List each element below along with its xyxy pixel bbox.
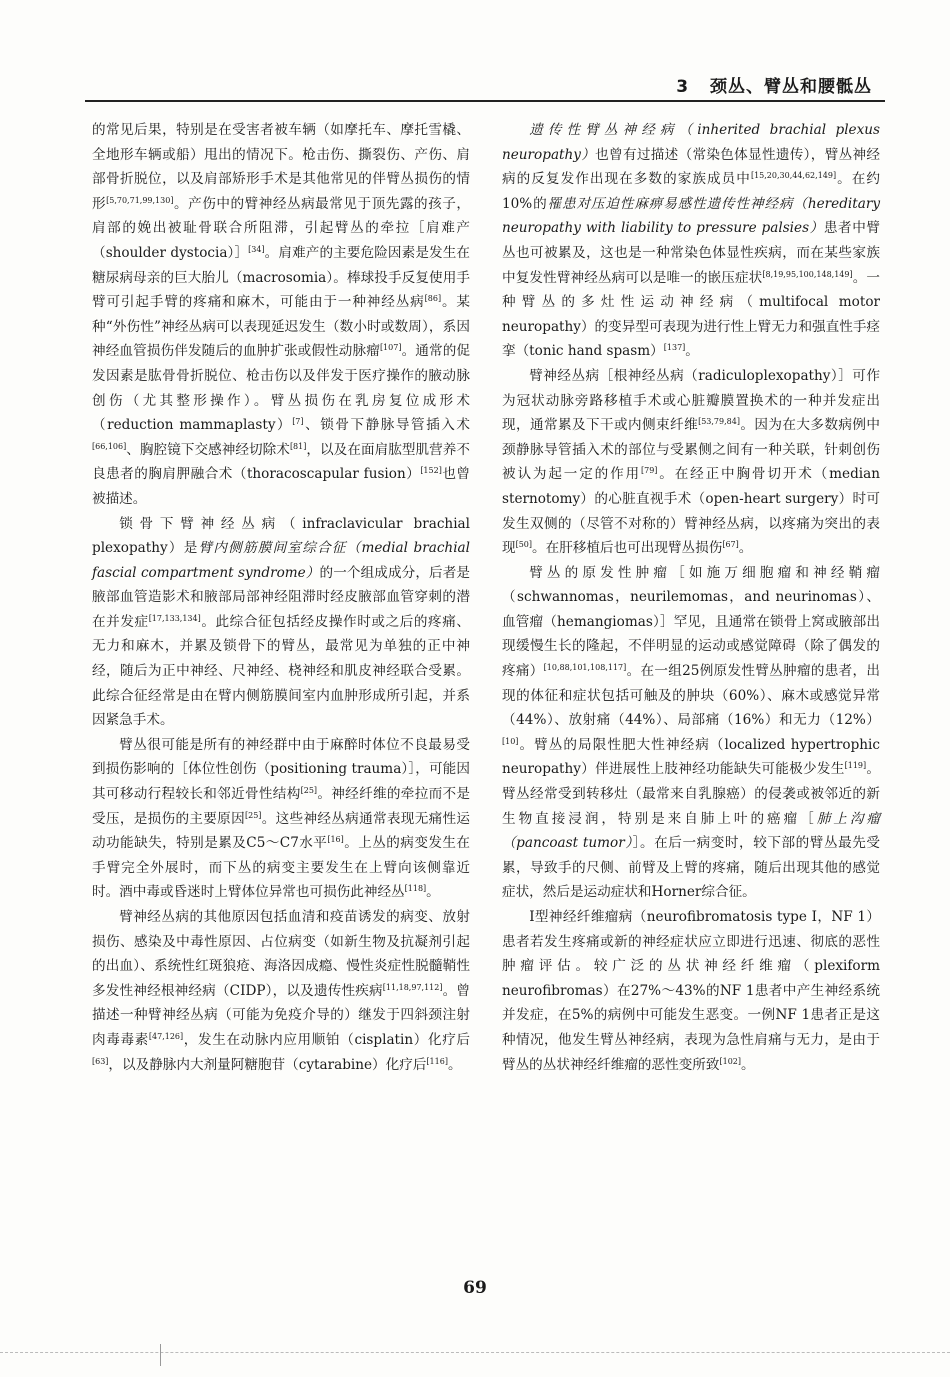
text-run: 。曾描述一种臂神经丛病（可能为免疫介导的）继发于四斜颈注射肉毒毒素 [92,982,471,1048]
text-run: 。这些神经丛病通常表现无痛性运动功能缺失，特别是累及C5～C7水平 [92,810,471,852]
chapter-title: 颈丛、臂丛和腰骶丛 [710,77,872,97]
text-run: ，发生在动脉内应用顺铂（cisplatin）化疗后 [183,1031,471,1048]
right-column [502,118,880,1077]
paragraph-p1 [92,118,470,512]
citation-ref: [15,20,30,44,62,149] [750,171,837,181]
chapter-number: 3 [676,77,690,97]
paragraph-p7 [502,561,880,905]
text-run: 。一种臂丛的多灶性运动神经病（multifocal motor neuropathy）的变异型可表现为进行性上臂无力和强直性手痉挛（tonic hand spasm） [502,269,881,360]
text-run: 也曾被描述。 [92,466,471,507]
text-run: 。 [738,540,753,557]
text-run: ，以及在面肩肱型肌营养不良患者的胸肩胛融合术（thoracoscapular fusion） [92,441,471,483]
left-column [92,118,470,1077]
citation-ref: [11,18,97,112] [382,982,443,992]
paragraph-p5 [502,118,880,364]
citation-ref: [5,70,71,99,130] [106,195,174,205]
text-run: 、胸腔镜下交感神经切除术 [126,441,290,458]
text-run: 。某种“外伤性”神经丛病可以表现延迟发生（数小时或数周），系因神经血管损伤伴发随后的血肿扩张或假性动脉瘤 [92,294,471,360]
text-run: 也曾有过描述（常染色体显性遗传），臂丛神经病的反复发作出现在多数的家族成员中 [502,146,880,188]
citation-ref: [25] [300,786,318,796]
citation-ref: [47,126] [148,1031,184,1041]
italic-term: 肺上沟瘤（pancoast tumor） [502,810,881,852]
text-run: 。通常的促发因素是肱骨骨折脱位、枪击伤以及伴发于医疗操作的腋动脉创伤（尤其整形操作）。臂丛损伤在乳房复位成形术（reduction mammaplasty） [92,343,471,434]
text-run: 。因为在大多数病例中颈静脉导管插入术的部位与受累侧之间有一种关联，针刺创伤被认为起一定的作用 [502,417,881,483]
citation-ref: [102] [719,1056,742,1066]
citation-ref: [34] [248,244,265,254]
citation-ref: [67] [722,540,739,550]
citation-ref: [16] [327,835,344,845]
citation-ref: [116] [426,1056,448,1066]
text-run: 。 [447,1056,462,1073]
citation-ref: [10] [502,736,519,746]
italic-term: 臂内侧筋膜间室综合征（medial brachial fascial compartment syndrome） [92,540,470,581]
paragraph-p8 [502,905,880,1077]
citation-ref: [137] [663,343,686,353]
text-run: ，以及静脉内大剂量阿糖胞苷（cytarabine）化疗后 [108,1056,427,1073]
running-header [676,72,872,97]
paragraph-p6 [502,364,880,561]
citation-ref: [66,106] [92,441,127,451]
text-run: 。在一组25例原发性臂丛肿瘤的患者，出现的体征和症状包括可触及的肿块（60%）、麻木或感觉异常（44%）、放射痛（44%）、局部痛（16%）和无力（12%） [502,663,880,729]
citation-ref: [25] [244,810,262,820]
text-run: 臂神经丛病的其他原因包括血清和疫苗诱发的病变、放射损伤、感染及中毒性原因、占位病变（如新生物及抗凝剂引起的出血）、系统性红斑狼疮、海洛因成瘾、慢性炎症性脱髓鞘性多发性神经根神经病（CIDP），以及遗传性疾病 [92,909,470,999]
paragraph-p3 [92,733,470,905]
text-run: 。 [685,343,699,360]
citation-ref: [17,133,134] [148,613,201,623]
text-run: 。肩难产的主要危险因素是发生在糖尿病母亲的巨大胎儿（macrosomia）。棒球投手反复使用手臂可引起手臂的疼痛和麻木，可能由于一种神经丛病 [92,244,471,311]
citation-ref: [50] [515,540,533,550]
text-run: 。臂丛经常受到转移灶（最常来自乳腺癌）的侵袭或被邻近的新生物直接浸润，特别是来自肺上叶的癌瘤［ [502,761,880,827]
text-run: 臂丛的原发性肿瘤［如施万细胞瘤和神经鞘瘤（schwannomas，neurilemomas，and neurinomas）、血管瘤（hemangiomas）］罕见，且通常在锁骨上窝或腋部出现缓慢生长的隆起，不伴明显的运动或感觉障碍（除了偶发的疼痛） [502,564,880,680]
citation-ref: [152] [420,466,442,476]
citation-ref: [63] [92,1056,109,1066]
citation-ref: [118] [404,884,427,894]
text-run: 。 [426,884,440,901]
text-run: 。此综合征包括经皮操作时或之后的疼痛、无力和麻木，并累及锁骨下的臂丛，最常见为单独的正中神经，随后为正中神经、尺神经、桡神经和肌皮神经联合受累。此综合征经常是由在臂内侧筋膜间室内血肿形成所引起，并系因紧急手术。 [92,613,470,729]
text-run: 锁骨下臂神经丛病（infraclavicular brachial plexopathy）是 [92,515,470,557]
text-run: 。 [741,1056,755,1073]
text-run: 。产伤中的臂神经丛病最常见于顶先露的孩子，肩部的娩出被耻骨联合所阻滞，引起臂丛的牵拉［肩难产（shoulder dystocia）］ [92,195,471,261]
citation-ref: [107] [379,343,402,353]
paragraph-p4 [92,905,470,1077]
text-run: 臂神经丛病［根神经丛病（radiculoplexopathy）］可作为冠状动脉旁路移植手术或心脏瓣膜置换术的一种并发症出现，通常累及下干或内侧束纤维 [502,367,880,434]
text-run: 患者中臂丛也可被累及，这也是一种常染色体显性疾病，而在某些家族中复发性臂神经丛病可以是唯一的嵌压症状 [502,220,881,286]
text-run: 臂丛很可能是所有的神经群中由于麻醉时体位不良最易受到损伤影响的［体位性创伤（positioning trauma）］，可能因其可移动行程较长和邻近骨性结构 [92,736,470,803]
citation-ref: [10,88,101,108,117] [543,663,627,673]
italic-term: 遗传性臂丛神经病（inherited brachial plexus neuropathy） [502,122,880,163]
citation-ref: [8,19,95,100,148,149] [762,269,853,279]
scan-edge-line [0,1352,950,1353]
paragraph-p2 [92,512,470,733]
text-run: 、锁骨下静脉导管插入术 [303,417,470,434]
italic-term: 罹患对压迫性麻痹易感性遗传性神经病（hereditary neuropathy with liability to pressure palsies） [502,195,880,237]
scan-edge-tick [160,1344,161,1366]
text-run: Ⅰ型神经纤维瘤病（neurofibromatosis type Ⅰ，NF 1）患者若发生疼痛或新的神经症状应立即进行迅速、彻底的恶性肿瘤评估。较广泛的丛状神经纤维瘤（plexiform neurofibromas）在27%～43%的NF 1患者中产生神经系统并发症，在5%的病例中可能发生恶变。一例NF 1患者正是这种情况，他发生臂丛神经病，表现为急性肩痛与无力，是由于臂丛的丛状神经纤维瘤的恶性变所致 [502,909,880,1073]
citation-ref: [7] [292,417,304,427]
citation-ref: [53,79,84] [698,417,740,427]
text-run: ］。在后一病变时，较下部的臂丛最先受累，导致手的尺侧、前臂及上臂的疼痛，随后出现其他的感觉症状，然后是运动症状和Horner综合征。 [502,835,881,901]
page-number: 69 [463,1278,487,1298]
text-run: 。上丛的病变发生在手臂完全外展时，而下丛的病变主要发生在上臂向该侧靠近时。酒中毒或昏迷时上臂体位异常也可损伤此神经丛 [92,835,471,901]
citation-ref: [119] [844,761,867,771]
header-rule [85,100,885,102]
text-run: 。在经正中胸骨切开术（median sternotomy）的心脏直视手术（open-heart surgery）时可发生双侧的（尽管不对称的）臂神经丛病，以疼痛为突出的表现 [502,466,881,557]
text-run: 。神经纤维的牵拉而不是受压，是损伤的主要原因 [92,786,471,827]
citation-ref: [86] [424,294,442,304]
text-run: 。臂丛的局限性肥大性神经病（localized hypertrophic neuropathy）伴进展性上肢神经功能缺失可能极少发生 [502,736,880,778]
citation-ref: [81] [289,441,307,451]
text-run: 。在约10%的 [502,171,881,212]
text-run: 的一个组成成分，后者是腋部血管造影术和腋部局部神经阻滞时经皮腋部血管穿刺的潜在并发症 [92,564,471,630]
citation-ref: [79] [641,466,658,476]
text-run: 。在肝移植后也可出现臂丛损伤 [532,540,723,557]
text-run: 的常见后果，特别是在受害者被车辆（如摩托车、摩托雪橇、全地形车辆或船）甩出的情况下。枪击伤、撕裂伤、产伤、肩部骨折脱位，以及肩部矫形手术是其他常见的伴臂丛损伤的情形 [92,122,470,212]
